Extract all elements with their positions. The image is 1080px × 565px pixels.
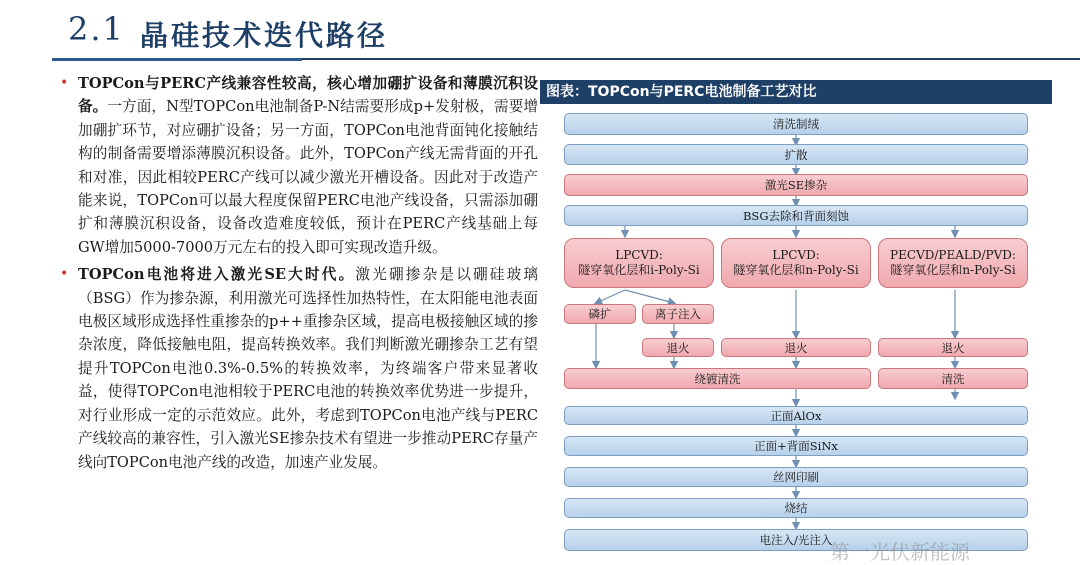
- step-screen-print: 丝网印刷: [564, 467, 1028, 487]
- step-diffusion: 扩散: [564, 144, 1028, 165]
- paragraph-1: [60, 72, 538, 259]
- arrow: [625, 290, 674, 303]
- watermark: 第一光伏新能源: [830, 540, 970, 564]
- step-sinx: 正面+背面SiNx: [564, 436, 1028, 456]
- step-bsg-removal: BSG去除和背面刻蚀: [564, 205, 1028, 226]
- paragraph-2-body: 激光硼掺杂是以硼硅玻璃（BSG）作为掺杂源，利用激光可选择性加热特性，在太阳能电池表面电极区域形成选择性重掺杂的p++重掺杂区域，提高电极接触区域的掺杂浓度，降低接触电阻，提高转换效率。我们判断激光硼掺杂工艺有望提升TOPCon电池0.3%-0.5%的转换效率，为终端客户带来显著收益，使得TOPCon电池相较于PERC电池的转换效率优势进一步提升，对行业形成一定的示范效应。此外，考虑到TOPCon电池产线与PERC产线较高的兼容性，引入激光SE掺杂技术有望进一步推动PERC存量产线向TOPCon电池产线的改造，加速产业发展。: [78, 266, 538, 471]
- step-phosphorus-diffusion: 磷扩: [564, 304, 636, 324]
- step-front-alox: 正面AlOx: [564, 406, 1028, 425]
- step-clean-2: 清洗: [878, 368, 1028, 389]
- step-lpcvd-n-poly-line2: 隧穿氧化层和n-Poly-Si: [733, 263, 859, 277]
- step-lpcvd-i-poly-line1: LPCVD:: [615, 248, 663, 262]
- step-sinter: 烧结: [564, 498, 1028, 518]
- figure-title: 图表：TOPCon与PERC电池制备工艺对比: [540, 80, 1052, 104]
- step-laser-se: 激光SE掺杂: [564, 174, 1028, 196]
- title-bar: [0, 0, 1080, 64]
- body-text: [60, 72, 538, 478]
- step-lpcvd-i-poly-line2: 隧穿氧化层和i-Poly-Si: [578, 263, 700, 277]
- paragraph-2: [60, 263, 538, 474]
- step-wrap-clean: 绕镀清洗: [564, 368, 871, 389]
- bullet-icon: •: [60, 75, 69, 91]
- step-lpcvd-i-poly: [564, 238, 714, 288]
- paragraph-2-lead: TOPCon电池将进入激光SE大时代。: [78, 266, 356, 284]
- step-lpcvd-n-poly-line1: LPCVD:: [772, 248, 820, 262]
- process-flow-diagram: [540, 104, 1052, 564]
- step-anneal-2: 退火: [721, 338, 871, 357]
- step-anneal-3: 退火: [878, 338, 1028, 357]
- section-number: 2.1: [68, 10, 125, 48]
- step-pecvd-n-poly: [878, 238, 1028, 288]
- step-lpcvd-n-poly: [721, 238, 871, 288]
- step-pecvd-line2: 隧穿氧化层和n-Poly-Si: [890, 263, 1016, 277]
- step-clean-texture: 清洗制绒: [564, 113, 1028, 135]
- arrow: [596, 290, 625, 303]
- paragraph-1-lead: TOPCon与PERC产线兼容性较高，核心增加硼扩设备和薄膜沉积设备。: [78, 75, 538, 116]
- step-ion-implant: 离子注入: [642, 304, 714, 324]
- step-light-injection: 电注入/光注入: [564, 529, 1028, 551]
- page-title: 晶硅技术迭代路径: [140, 19, 389, 52]
- bullet-icon: •: [60, 266, 69, 283]
- title-accent-bar: [52, 58, 302, 61]
- flow-arrows: [540, 104, 1052, 564]
- step-anneal-1: 退火: [642, 338, 714, 357]
- step-pecvd-line1: PECVD/PEALD/PVD:: [890, 248, 1016, 262]
- paragraph-1-body: 一方面，N型TOPCon电池制备P-N结需要形成p+发射极，需要增加硼扩环节，对应硼扩设备；另一方面，TOPCon电池背面钝化接触结构的制备需要增添薄膜沉积设备。此外，TOPCon产线无需背面的开孔和对准，因此相较PERC产线可以减少激光开槽设备。因此对于改造产能来说，TOPCon可以最大程度保留PERC电池产线设备，只需添加硼扩和薄膜沉积设备，设备改造难度较低，预计在PERC产线基础上每GW增加5000-7000万元左右的投入即可实现改造升级。: [78, 98, 538, 256]
